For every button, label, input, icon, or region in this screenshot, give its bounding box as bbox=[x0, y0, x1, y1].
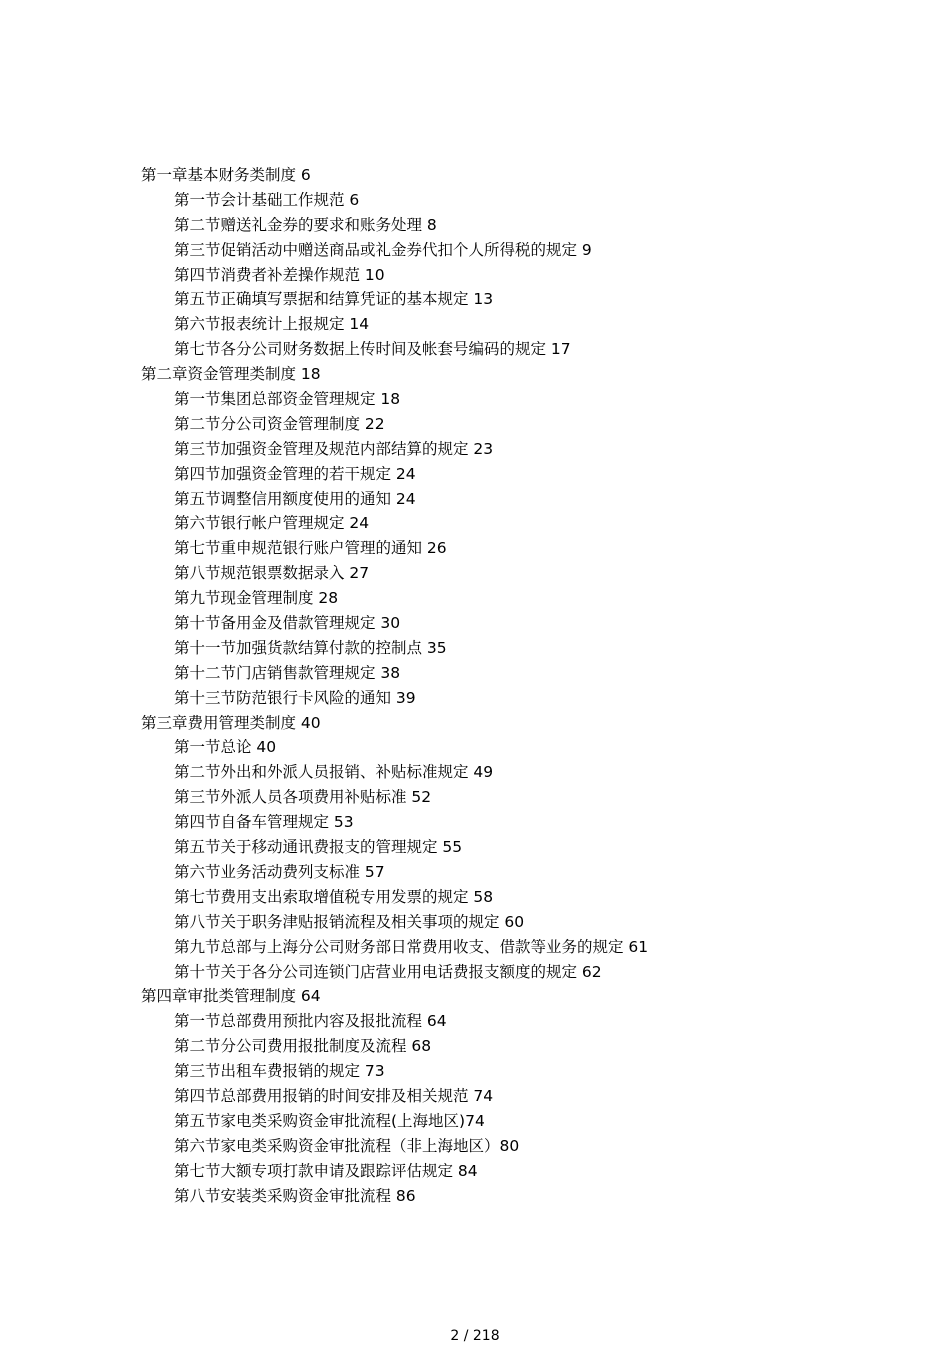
toc-section-entry: 第八节规范银票数据录入 27 bbox=[174, 564, 370, 583]
toc-section-entry: 第七节费用支出索取增值税专用发票的规定 58 bbox=[174, 887, 494, 906]
toc-section-entry: 第八节安装类采购资金审批流程 86 bbox=[174, 1186, 416, 1205]
toc-section-entry: 第十节关于各分公司连锁门店营业用电话费报支额度的规定 62 bbox=[174, 962, 602, 981]
toc-chapter-entry: 第三章费用管理类制度 40 bbox=[141, 713, 321, 732]
toc-section-entry: 第四节消费者补差操作规范 10 bbox=[174, 265, 385, 284]
toc-section-entry: 第十三节防范银行卡风险的通知 39 bbox=[174, 688, 416, 707]
toc-chapter-entry: 第二章资金管理类制度 18 bbox=[141, 365, 321, 384]
toc-section-entry: 第四节自备车管理规定 53 bbox=[174, 813, 354, 832]
toc-section-entry: 第六节银行帐户管理规定 24 bbox=[174, 514, 370, 533]
toc-section-entry: 第九节总部与上海分公司财务部日常费用收支、借款等业务的规定 61 bbox=[174, 937, 649, 956]
toc-section-entry: 第六节家电类采购资金审批流程（非上海地区）80 bbox=[174, 1136, 520, 1155]
toc-chapter-entry: 第一章基本财务类制度 6 bbox=[141, 166, 311, 184]
page-number: 2 / 218 bbox=[450, 1328, 500, 1344]
toc-section-entry: 第五节关于移动通讯费报支的管理规定 55 bbox=[174, 838, 463, 857]
toc-section-entry: 第一节会计基础工作规范 6 bbox=[174, 190, 360, 209]
toc-section-entry: 第六节业务活动费列支标准 57 bbox=[174, 862, 385, 881]
toc-section-entry: 第二节赠送礼金券的要求和账务处理 8 bbox=[174, 215, 437, 234]
toc-section-entry: 第五节家电类采购资金审批流程(上海地区)74 bbox=[174, 1111, 485, 1130]
toc-section-entry: 第二节分公司费用报批制度及流程 68 bbox=[174, 1037, 432, 1056]
toc-section-entry: 第四节加强资金管理的若干规定 24 bbox=[174, 464, 416, 483]
toc-section-entry: 第一节总部费用预批内容及报批流程 64 bbox=[174, 1012, 447, 1031]
toc-section-entry: 第一节总论 40 bbox=[174, 738, 277, 757]
toc-section-entry: 第二节外出和外派人员报销、补贴标准规定 49 bbox=[174, 763, 494, 782]
toc-section-entry: 第七节大额专项打款申请及跟踪评估规定 84 bbox=[174, 1161, 478, 1180]
toc-section-entry: 第四节总部费用报销的时间安排及相关规范 74 bbox=[174, 1086, 494, 1105]
toc-section-entry: 第五节正确填写票据和结算凭证的基本规定 13 bbox=[174, 290, 494, 309]
toc-section-entry: 第三节促销活动中赠送商品或礼金券代扣个人所得税的规定 9 bbox=[174, 240, 592, 259]
toc-chapter-entry: 第四章审批类管理制度 64 bbox=[141, 987, 321, 1006]
toc-section-entry: 第十一节加强货款结算付款的控制点 35 bbox=[174, 638, 447, 657]
toc-section-entry: 第二节分公司资金管理制度 22 bbox=[174, 414, 385, 433]
toc-section-entry: 第五节调整信用额度使用的通知 24 bbox=[174, 489, 416, 508]
toc-section-entry: 第十二节门店销售款管理规定 38 bbox=[174, 663, 401, 682]
toc-section-entry: 第八节关于职务津贴报销流程及相关事项的规定 60 bbox=[174, 912, 525, 931]
toc-section-entry: 第九节现金管理制度 28 bbox=[174, 589, 339, 608]
toc-section-entry: 第七节各分公司财务数据上传时间及帐套号编码的规定 17 bbox=[174, 340, 571, 359]
toc-section-entry: 第三节出租车费报销的规定 73 bbox=[174, 1062, 385, 1081]
toc-section-entry: 第七节重申规范银行账户管理的通知 26 bbox=[174, 539, 447, 558]
toc-section-entry: 第一节集团总部资金管理规定 18 bbox=[174, 390, 401, 409]
toc-section-entry: 第三节外派人员各项费用补贴标准 52 bbox=[174, 788, 432, 807]
toc-section-entry: 第六节报表统计上报规定 14 bbox=[174, 315, 370, 334]
toc-section-entry: 第十节备用金及借款管理规定 30 bbox=[174, 614, 401, 633]
toc-section-entry: 第三节加强资金管理及规范内部结算的规定 23 bbox=[174, 439, 494, 458]
table-of-contents bbox=[141, 163, 901, 1208]
